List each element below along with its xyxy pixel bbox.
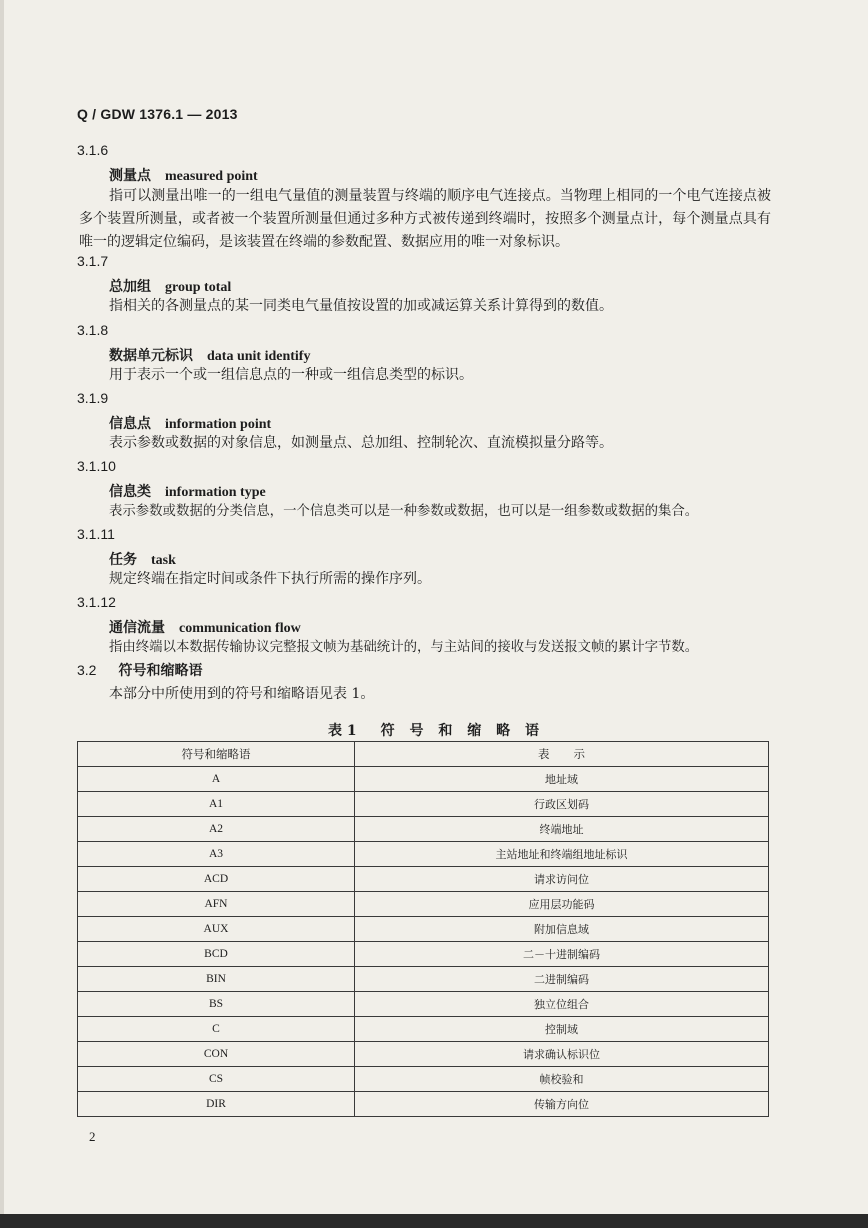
- symbol-cell: AFN: [78, 892, 355, 917]
- section-number: 3.1.11: [77, 526, 115, 542]
- meaning-cell: 传输方向位: [355, 1092, 769, 1117]
- term-heading: [109, 481, 266, 501]
- term-definition: 指相关的各测量点的某一同类电气量值按设置的加或减运算关系计算得到的数值。: [109, 298, 613, 314]
- symbol-cell: BS: [78, 992, 355, 1017]
- table-row: [78, 967, 769, 992]
- table-row: [78, 767, 769, 792]
- term-heading: [109, 165, 258, 185]
- term-cn: 总加组: [109, 279, 151, 295]
- term-en: information type: [165, 485, 266, 500]
- meaning-cell: 二进制编码: [355, 967, 769, 992]
- table-title: 表1 符 号 和 缩 略 语: [327, 723, 545, 739]
- meaning-cell: 地址域: [355, 767, 769, 792]
- meaning-cell: 帧校验和: [355, 1067, 769, 1092]
- table-row: [78, 942, 769, 967]
- section-number: 3.1.10: [77, 458, 116, 474]
- term-definition: 用于表示一个或一组信息点的一种或一组信息类型的标识。: [109, 367, 473, 383]
- meaning-cell: 二－十进制编码: [355, 942, 769, 967]
- term-heading: [109, 413, 271, 433]
- table-row: [78, 892, 769, 917]
- term-en: data unit identify: [207, 349, 311, 364]
- symbol-cell: DIR: [78, 1092, 355, 1117]
- symbol-cell: ACD: [78, 867, 355, 892]
- table-row: [78, 842, 769, 867]
- term-en: information point: [165, 417, 272, 432]
- term-en: task: [151, 553, 176, 568]
- meaning-cell: 请求访问位: [355, 867, 769, 892]
- meaning-cell: 终端地址: [355, 817, 769, 842]
- page-number: 2: [89, 1129, 96, 1144]
- term-en: communication flow: [179, 621, 301, 636]
- term-definition: 表示参数或数据的对象信息，如测量点、总加组、控制轮次、直流模拟量分路等。: [109, 435, 613, 451]
- symbol-cell: BCD: [78, 942, 355, 967]
- symbol-cell: AUX: [78, 917, 355, 942]
- meaning-cell: 控制域: [355, 1017, 769, 1042]
- term-cn: 数据单元标识: [109, 348, 193, 364]
- section-number: 3.1.12: [77, 594, 116, 610]
- table-row: [78, 1092, 769, 1117]
- table-row: [78, 817, 769, 842]
- table-row: [78, 1017, 769, 1042]
- meaning-cell: 应用层功能码: [355, 892, 769, 917]
- section-title: 符号和缩略语: [118, 663, 203, 679]
- table-row: [78, 992, 769, 1017]
- term-en: measured point: [165, 169, 258, 184]
- term-definition: 指由终端以本数据传输协议完整报文帧为基础统计的，与主站间的接收与发送报文帧的累计字节数。: [109, 640, 699, 655]
- section-3-2-title: [77, 660, 202, 680]
- term-heading: [109, 276, 231, 296]
- symbol-cell: A1: [78, 792, 355, 817]
- meaning-cell: 独立位组合: [355, 992, 769, 1017]
- section-number: 3.1.8: [77, 322, 109, 338]
- table-header-row: [78, 742, 769, 767]
- section-number: 3.1.9: [77, 390, 109, 406]
- term-heading: [109, 617, 301, 637]
- section-number: 3.1.6: [77, 142, 109, 158]
- meaning-cell: 请求确认标识位: [355, 1042, 769, 1067]
- term-cn: 信息类: [109, 484, 151, 500]
- term-cn: 任务: [109, 552, 137, 568]
- symbols-table: [77, 741, 769, 1117]
- scan-bottom-edge: [0, 1214, 868, 1228]
- term-en: group total: [165, 280, 232, 295]
- symbol-cell: A: [78, 767, 355, 792]
- term-definition: 表示参数或数据的分类信息，一个信息类可以是一种参数或数据，也可以是一组参数或数据的集合。: [109, 504, 699, 519]
- meaning-cell: 行政区划码: [355, 792, 769, 817]
- symbol-cell: BIN: [78, 967, 355, 992]
- table-header-symbol: 符号和缩略语: [78, 742, 355, 767]
- symbol-cell: A2: [78, 817, 355, 842]
- standard-code-header: Q / GDW 1376.1 — 2013: [77, 106, 238, 122]
- term-heading: [109, 549, 176, 569]
- section-number: 3.2: [77, 662, 97, 678]
- table-row: [78, 867, 769, 892]
- term-definition: 指可以测量出唯一的一组电气量值的测量装置与终端的顺序电气连接点。当物理上相同的一个电气连接点被多个装置所测量，或者被一个装置所测量但通过多种方式被传递到终端时，按照多个测量点计，每个测量点具有唯一的逻辑定位编码，是该装置在终端的参数配置、数据应用的唯一对象标识。: [79, 188, 771, 250]
- symbol-cell: A3: [78, 842, 355, 867]
- table-row: [78, 792, 769, 817]
- meaning-cell: 主站地址和终端组地址标识: [355, 842, 769, 867]
- symbol-cell: CON: [78, 1042, 355, 1067]
- table-header-meaning: 表示: [355, 742, 769, 767]
- symbol-cell: C: [78, 1017, 355, 1042]
- table-row: [78, 1042, 769, 1067]
- meaning-cell: 附加信息域: [355, 917, 769, 942]
- term-heading: [109, 345, 310, 365]
- table-row: [78, 1067, 769, 1092]
- section-number: 3.1.7: [77, 253, 109, 269]
- section-3-2-intro: 本部分中所使用到的符号和缩略语见表 1。: [109, 686, 375, 702]
- term-cn: 测量点: [109, 168, 151, 184]
- term-cn: 信息点: [109, 416, 151, 432]
- table-row: [78, 917, 769, 942]
- term-cn: 通信流量: [109, 620, 165, 636]
- document-page: [4, 0, 868, 1214]
- term-definition: 规定终端在指定时间或条件下执行所需的操作序列。: [109, 571, 431, 587]
- symbol-cell: CS: [78, 1067, 355, 1092]
